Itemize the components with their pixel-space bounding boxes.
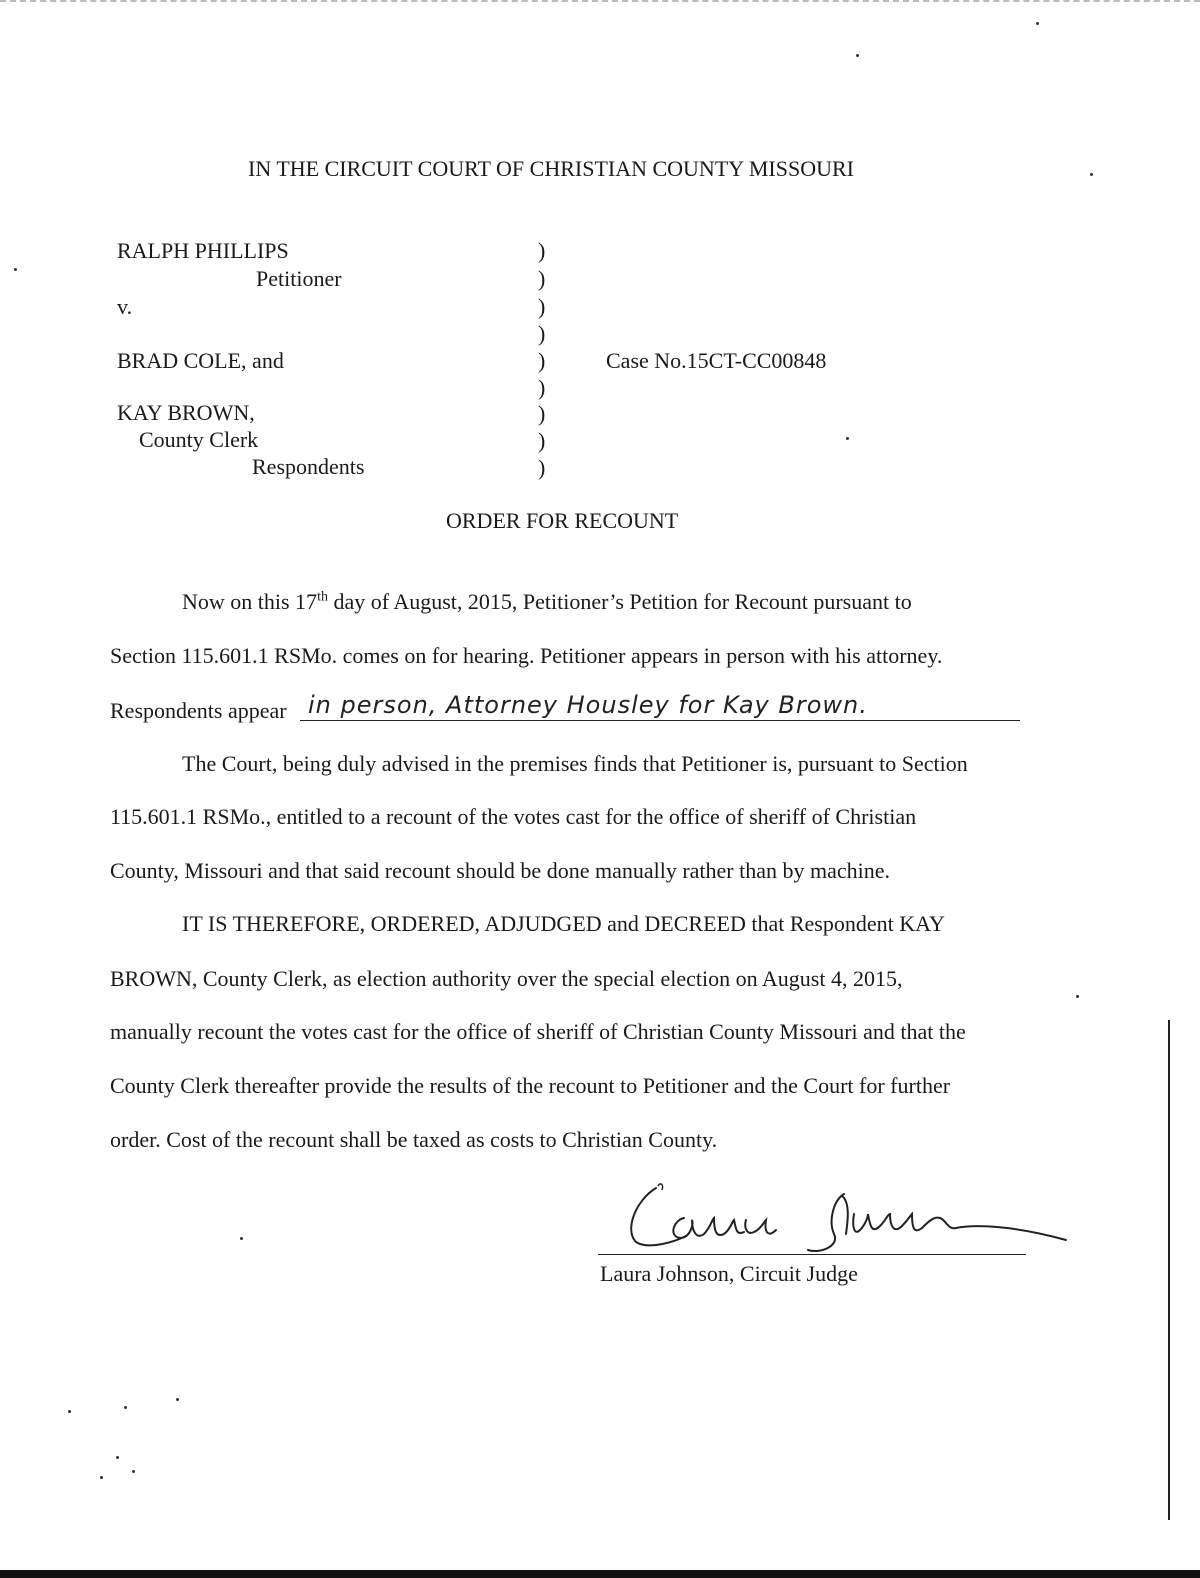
caption-paren: ) bbox=[538, 401, 546, 426]
paragraph-3-line-4: County Clerk thereafter provide the results of the recount to Petitioner and the Court for further bbox=[110, 1073, 951, 1098]
scan-edge-rule bbox=[1168, 1020, 1170, 1520]
paragraph-3-line-3: manually recount the votes cast for the office of sheriff of Christian County Missouri and that the bbox=[110, 1019, 966, 1044]
handwritten-signature bbox=[596, 1180, 1076, 1260]
paragraph-2-line-2: 115.601.1 RSMo., entitled to a recount of the votes cast for the office of sheriff of Christian bbox=[110, 804, 917, 829]
respondents-appear-label: Respondents appear bbox=[110, 698, 287, 723]
petitioner-name: RALPH PHILLIPS bbox=[117, 238, 289, 263]
scan-speck bbox=[68, 1410, 71, 1413]
order-title: ORDER FOR RECOUNT bbox=[446, 508, 679, 533]
printed-judge-name: Laura Johnson, Circuit Judge bbox=[600, 1261, 858, 1286]
scan-speck bbox=[124, 1406, 127, 1409]
petitioner-role: Petitioner bbox=[256, 266, 342, 291]
respondent-2: KAY BROWN, bbox=[117, 400, 255, 425]
caption-paren: ) bbox=[538, 294, 546, 319]
scan-speck bbox=[132, 1470, 135, 1473]
paragraph-3-line-1: IT IS THEREFORE, ORDERED, ADJUDGED and DECREED that Respondent KAY bbox=[182, 911, 945, 936]
signature-line bbox=[598, 1254, 1026, 1255]
scan-speck bbox=[100, 1476, 103, 1479]
respondents-role: Respondents bbox=[252, 454, 365, 479]
scan-speck bbox=[14, 268, 17, 271]
caption-paren: ) bbox=[538, 375, 546, 400]
scan-speck bbox=[240, 1237, 243, 1240]
scan-top-edge bbox=[0, 0, 1200, 5]
caption-paren: ) bbox=[538, 428, 546, 453]
handwritten-appearance: in person, Attorney Housley for Kay Brown. bbox=[308, 691, 868, 719]
case-number: Case No.15CT-CC00848 bbox=[606, 348, 827, 373]
scan-speck bbox=[176, 1398, 179, 1401]
scan-bottom-edge bbox=[0, 1570, 1200, 1578]
scan-speck bbox=[1090, 173, 1093, 176]
paragraph-3-line-2: BROWN, County Clerk, as election authority over the special election on August 4, 2015, bbox=[110, 966, 903, 991]
paragraph-2-line-1: The Court, being duly advised in the premises finds that Petitioner is, pursuant to Section bbox=[182, 751, 968, 776]
respondent-2-title: County Clerk bbox=[139, 427, 259, 452]
scan-speck bbox=[116, 1456, 119, 1459]
fill-in-line bbox=[300, 720, 1020, 721]
paragraph-2-line-3: County, Missouri and that said recount should be done manually rather than by machine. bbox=[110, 858, 891, 883]
versus: v. bbox=[117, 294, 133, 319]
paragraph-3-line-5: order. Cost of the recount shall be taxed as costs to Christian County. bbox=[110, 1127, 718, 1152]
paragraph-1-line-2: Section 115.601.1 RSMo. comes on for hearing. Petitioner appears in person with his attorney. bbox=[110, 643, 943, 668]
paragraph-1-line-1: Now on this 17th day of August, 2015, Petitioner’s Petition for Recount pursuant to bbox=[182, 589, 912, 614]
caption-paren: ) bbox=[538, 321, 546, 346]
respondent-1: BRAD COLE, and bbox=[117, 348, 284, 373]
signature-text: Laura Johnson bbox=[596, 1256, 602, 1257]
scan-speck bbox=[846, 437, 849, 440]
caption-paren: ) bbox=[538, 238, 546, 263]
court-title: IN THE CIRCUIT COURT OF CHRISTIAN COUNTY MISSOURI bbox=[248, 156, 854, 181]
caption-paren: ) bbox=[538, 455, 546, 480]
caption-paren: ) bbox=[538, 348, 546, 373]
scan-speck bbox=[1076, 995, 1079, 998]
scan-speck bbox=[856, 54, 859, 57]
caption-paren: ) bbox=[538, 266, 546, 291]
scan-speck bbox=[1036, 22, 1039, 25]
